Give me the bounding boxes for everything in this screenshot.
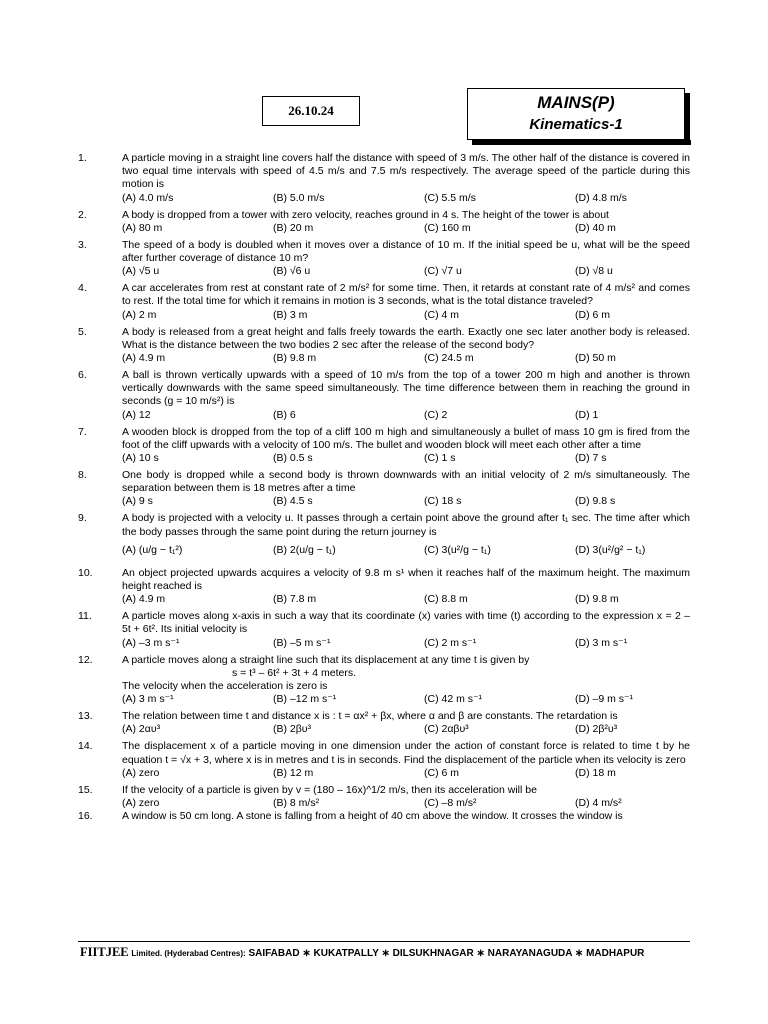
answer-option[interactable]: (B) 7.8 m [273,593,317,606]
question-text: A body is released from a great height and falls freely towards the earth. Exactly one sec later another body is released. What is the distance between the two bodies 2 sec after the release of the second body? [122,325,690,351]
answer-option[interactable]: (C) 5.5 m/s [424,191,476,204]
answer-option[interactable]: (B) 8 m/s² [273,797,320,810]
answer-option[interactable]: (D) 3(u²/g² − t₁) [575,544,646,557]
answer-options [122,495,690,508]
answer-option[interactable]: (B) 12 m [273,766,314,779]
answer-option[interactable]: (C) √7 u [424,265,462,278]
answer-option[interactable]: (A) √5 u [122,265,160,278]
question-text: A wooden block is dropped from the top of a cliff 100 m high and simultaneously a bullet of mass 10 gm is fired from the foot of the cliff upwards with a velocity of 100 m/s. The bullet and wooden block will meet each other after a time [122,425,690,451]
answer-option[interactable]: (A) 4.0 m/s [122,191,174,204]
question-text: A ball is thrown vertically upwards with a speed of 10 m/s from the top of a tower 200 m high and another is thrown vertically downwards with the same speed simultaneously. The time difference between them in reaching the ground in seconds (g = 10 m/s²) is [122,369,690,408]
answer-option[interactable]: (C) 8.8 m [424,593,468,606]
question-item [78,326,690,365]
question-list [78,152,690,827]
answer-option[interactable]: (D) 4.8 m/s [575,191,627,204]
question-item [78,784,690,810]
answer-options [122,797,690,810]
answer-options [122,352,690,365]
question-text: A window is 50 cm long. A stone is falling from a height of 40 cm above the window. It crosses the window is [122,810,623,823]
answer-options [122,409,690,422]
answer-option[interactable]: (D) –9 m s⁻¹ [575,693,634,706]
answer-option[interactable]: (B) –5 m s⁻¹ [273,636,331,649]
answer-option[interactable]: (C) 2 [424,408,448,421]
question-text: A body is dropped from a tower with zero velocity, reaches ground in 4 s. The height of the tower is about [122,208,609,221]
answer-option[interactable]: (D) 3 m s⁻¹ [575,636,628,649]
question-text: An object projected upwards acquires a velocity of 9.8 m s¹ when it reaches half of the maximum height. The maximum height reached is [122,566,690,593]
answer-option[interactable]: (A) 10 s [122,452,159,465]
question-text-continued: The velocity when the acceleration is zero is [122,680,328,693]
answer-option[interactable]: (A) 3 m s⁻¹ [122,693,174,706]
answer-option[interactable]: (A) zero [122,766,160,779]
question-formula: s = t³ – 6t² + 3t + 4 meters. [232,666,357,679]
question-text: A particle moves along x-axis in such a way that its coordinate (x) varies with time (t) according to the expression x = 2 – 5t + 6t². Its initial velocity is [122,610,690,636]
answer-option[interactable]: (B) 4.5 s [273,495,313,508]
date-box [262,96,360,126]
question-number: 9. [78,512,87,525]
answer-option[interactable]: (B) 9.8 m [273,352,317,365]
question-number: 8. [78,469,87,482]
question-text: If the velocity of a particle is given by v = (180 – 16x)^1/2 m/s, then its acceleration will be [122,783,537,796]
question-item [78,426,690,465]
question-number: 6. [78,369,87,382]
footer-divider [78,941,690,942]
question-number: 3. [78,238,87,251]
question-item [78,710,690,736]
answer-options [122,723,690,736]
answer-option[interactable]: (B) 2(u/g − t₁) [273,544,336,557]
answer-option[interactable]: (D) 2β²υ³ [575,723,618,736]
answer-option[interactable]: (B) 6 [273,408,296,421]
footer-brand: FIITJEE [80,945,129,959]
answer-option[interactable]: (A) 2αυ³ [122,723,161,736]
answer-option[interactable]: (C) 160 m [424,221,471,234]
answer-option[interactable]: (D) 9.8 s [575,495,616,508]
answer-option[interactable]: (C) –8 m/s² [424,797,477,810]
answer-options [122,539,690,563]
answer-option[interactable]: (D) 4 m/s² [575,797,622,810]
question-number: 7. [78,425,87,438]
question-text: A body is projected with a velocity u. It passes through a certain point above the ground after t₁ sec. The time after which the body passes through the same point during the return journey is [122,512,690,538]
footer [80,945,690,960]
question-item [78,369,690,422]
answer-option[interactable]: (C) 24.5 m [424,352,474,365]
answer-option[interactable]: (C) 4 m [424,308,459,321]
answer-option[interactable]: (A) zero [122,797,160,810]
answer-options [122,637,690,650]
question-item [78,740,690,779]
header-subtitle: Kinematics-1 [529,116,623,133]
answer-option[interactable]: (C) 6 m [424,766,459,779]
question-item [78,810,690,823]
answer-option[interactable]: (B) 2βυ³ [273,723,312,736]
question-number: 11. [78,610,92,623]
answer-options [122,222,690,235]
header-box [467,88,685,140]
question-item [78,610,690,649]
question-text: A particle moves along a straight line such that its displacement at any time t is given by [122,653,530,666]
answer-option[interactable]: (B) –12 m s⁻¹ [273,693,337,706]
question-number: 5. [78,325,87,338]
header-title: MAINS(P) [537,93,615,112]
answer-option[interactable]: (D) 7 s [575,452,607,465]
answer-option[interactable]: (C) 18 s [424,495,462,508]
answer-option[interactable]: (A) –3 m s⁻¹ [122,636,180,649]
answer-option[interactable]: (A) 2 m [122,308,157,321]
question-item [78,469,690,508]
answer-option[interactable]: (C) 42 m s⁻¹ [424,693,483,706]
answer-options [122,693,690,706]
date-text: 26.10.24 [288,103,334,118]
question-text: The displacement x of a particle moving in one dimension under the action of constant force is related to time t by he equation t = √x + 3, where x is in metres and t is in seconds. Find the displacement of the particle when its velocity is zero [122,740,690,766]
answer-option[interactable]: (C) 1 s [424,452,456,465]
answer-options [122,192,690,205]
answer-option[interactable]: (D) 50 m [575,352,616,365]
answer-option[interactable]: (A) (u/g − t₁²) [122,544,183,557]
answer-option[interactable]: (A) 4.9 m [122,593,166,606]
answer-option[interactable]: (D) 6 m [575,308,610,321]
answer-options [122,452,690,465]
answer-option[interactable]: (C) 3(u²/g − t₁) [424,544,491,557]
answer-option[interactable]: (B) 3 m [273,308,308,321]
question-text: The speed of a body is doubled when it moves over a distance of 10 m. If the initial speed be u, what will be the speed after further coverage of distance 10 m? [122,238,690,265]
header-shadow-bottom [472,140,691,145]
question-item [78,209,690,235]
question-number: 12. [78,653,93,666]
question-number: 1. [78,152,87,164]
question-text: One body is dropped while a second body is thrown downwards with an initial velocity of 2 m/s simultaneously. The separation between them is 18 metres after a time [122,469,690,495]
answer-option[interactable]: (D) 40 m [575,221,616,234]
answer-option[interactable]: (C) 2αβυ³ [424,723,469,736]
answer-option[interactable]: (B) 20 m [273,221,314,234]
answer-options [122,593,690,606]
header-shadow-right [685,93,690,144]
question-item [78,282,690,321]
question-text: A particle moving in a straight line covers half the distance with speed of 3 m/s. The other half of the distance is covered in two equal time intervals with speed of 4.5 m/s and 7.5 m/s respectively. The average speed of the particle during this motion is [122,152,690,191]
question-item [78,512,690,562]
answer-option[interactable]: (D) 9.8 m [575,593,619,606]
question-number: 16. [78,810,93,823]
question-number: 15. [78,783,93,796]
footer-centres: SAIFABAD ∗ KUKATPALLY ∗ DILSUKHNAGAR ∗ NARAYANAGUDA ∗ MADHAPUR [248,948,645,959]
answer-option[interactable]: (B) √6 u [273,265,311,278]
answer-option[interactable]: (B) 0.5 s [273,452,313,465]
answer-option[interactable]: (D) √8 u [575,265,613,278]
answer-options [122,767,690,780]
answer-option[interactable]: (A) 4.9 m [122,352,166,365]
answer-option[interactable]: (D) 18 m [575,766,616,779]
question-number: 13. [78,710,93,723]
question-text: A car accelerates from rest at constant rate of 2 m/s² for some time. Then, it retards at constant rate of 4 m/s² and comes to rest. If the total time for which it remains in motion is 3 seconds, what is the total distance traveled? [122,282,690,308]
answer-option[interactable]: (A) 12 [122,408,151,421]
footer-company: Limited. (Hyderabad Centres): [131,949,246,958]
answer-option[interactable]: (B) 5.0 m/s [273,191,325,204]
question-item [78,654,690,707]
question-item [78,239,690,278]
question-item [78,567,690,606]
answer-option[interactable]: (A) 9 s [122,495,153,508]
question-number: 2. [78,208,87,221]
answer-options [122,309,690,322]
question-number: 14. [78,740,93,753]
question-number: 10. [78,566,93,579]
answer-option[interactable]: (C) 2 m s⁻¹ [424,636,477,649]
answer-option[interactable]: (D) 1 [575,408,599,421]
answer-options [122,265,690,278]
question-text: The relation between time t and distance x is : t = αx² + βx, where α and β are constants. The retardation is [122,710,618,723]
answer-option[interactable]: (A) 80 m [122,221,163,234]
question-item [78,152,690,205]
question-number: 4. [78,282,87,295]
